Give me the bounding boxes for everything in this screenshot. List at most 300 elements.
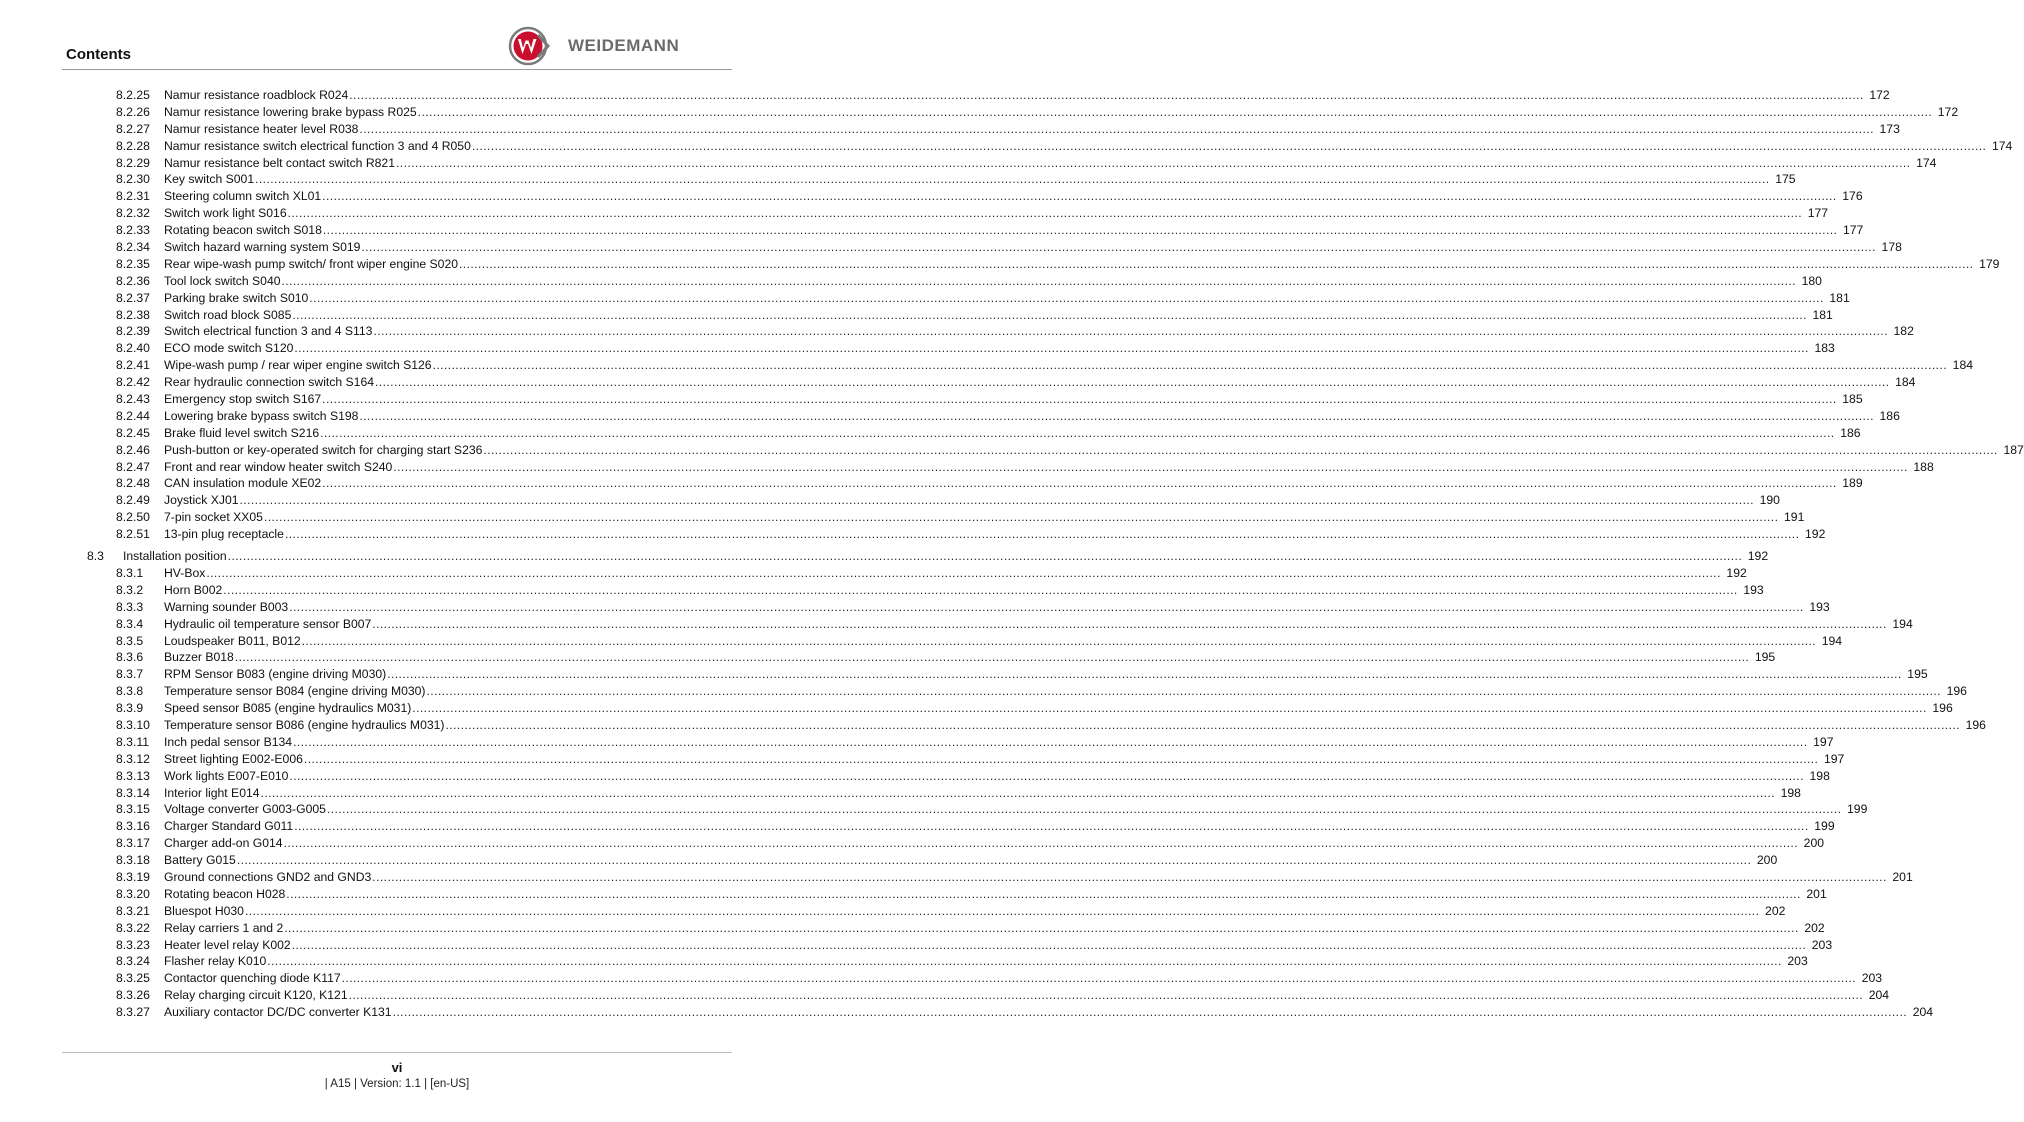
toc-dot-leader: ................................................................................................................................................................................................................................................................................................................................................................................................................ — [322, 476, 1837, 491]
toc-entry[interactable] — [0, 649, 1776, 666]
toc-entry-title: Street lighting E002-E006 — [164, 751, 303, 766]
toc-entry-page: 201 — [1892, 869, 1913, 884]
toc-dot-leader: ................................................................................................................................................................................................................................................................................................................................................................................................................ — [341, 971, 1857, 986]
toc-entry-line — [164, 138, 2013, 155]
toc-entry-page: 195 — [1907, 667, 1928, 682]
toc-entry[interactable] — [0, 970, 1883, 987]
toc-entry-number: 8.2.45 — [116, 425, 150, 440]
toc-dot-leader: ................................................................................................................................................................................................................................................................................................................................................................................................................ — [292, 307, 1807, 322]
toc-entry-number: 8.2.34 — [116, 240, 150, 255]
toc-dot-leader: ................................................................................................................................................................................................................................................................................................................................................................................................................ — [260, 785, 1775, 800]
toc-dot-leader: ................................................................................................................................................................................................................................................................................................................................................................................................................ — [372, 869, 1887, 884]
toc-entry-number: 8.3.1 — [116, 565, 144, 580]
toc-entry[interactable] — [0, 666, 1928, 683]
toc-entry[interactable] — [0, 492, 1780, 509]
document-version-info: | A15 | Version: 1.1 | [en-US] — [324, 1078, 470, 1090]
toc-dot-leader: ................................................................................................................................................................................................................................................................................................................................................................................................................ — [287, 206, 1803, 221]
toc-entry-line — [164, 582, 1764, 599]
toc-entry[interactable] — [0, 121, 1900, 138]
toc-entry-title: Namur resistance lowering brake bypass R025 — [164, 104, 417, 119]
toc-entry[interactable] — [0, 87, 1890, 104]
toc-entry[interactable] — [0, 920, 1825, 937]
toc-entry-title: Work lights E007-E010 — [164, 768, 289, 783]
toc-entry-number: 8.2.38 — [116, 307, 150, 322]
toc-entry-title: CAN insulation module XE02 — [164, 476, 322, 491]
weidemann-logo — [508, 26, 738, 66]
toc-entry-line — [164, 700, 1953, 717]
toc-entry-page: 187 — [2003, 442, 2024, 457]
toc-dot-leader: ................................................................................................................................................................................................................................................................................................................................................................................................................ — [286, 886, 1801, 901]
toc-dot-leader: ................................................................................................................................................................................................................................................................................................................................................................................................................ — [359, 121, 1874, 136]
toc-entry-number: 8.2.42 — [116, 375, 150, 390]
toc-entry-number: 8.3.13 — [116, 768, 150, 783]
toc-entry-line — [164, 188, 1863, 205]
toc-entry-page: 196 — [1965, 717, 1986, 732]
toc-entry-line — [164, 323, 1914, 340]
toc-entry-page: 192 — [1747, 549, 1769, 564]
toc-dot-leader: ................................................................................................................................................................................................................................................................................................................................................................................................................ — [284, 527, 1800, 542]
toc-entry[interactable] — [0, 937, 1833, 954]
toc-entry-line — [164, 734, 1834, 751]
toc-entry-title: Switch road block S085 — [164, 307, 292, 322]
toc-entry[interactable] — [0, 273, 1822, 290]
toc-entry-title: Rear wipe-wash pump switch/ front wiper engine S020 — [164, 256, 458, 271]
toc-entry-title: Interior light E014 — [164, 785, 260, 800]
toc-entry-number: 8.3.20 — [116, 886, 150, 901]
toc-entry-title: Rear hydraulic connection switch S164 — [164, 375, 375, 390]
toc-entry-title: Switch work light S016 — [164, 206, 287, 221]
toc-entry-title: Ground connections GND2 and GND3 — [164, 869, 372, 884]
toc-entry-title: Charger Standard G011 — [164, 819, 294, 834]
toc-entry[interactable] — [0, 239, 1902, 256]
toc-entry-number: 8.2.41 — [116, 358, 150, 373]
toc-entry-title: Emergency stop switch S167 — [164, 392, 322, 407]
toc-entry-page: 195 — [1754, 650, 1776, 665]
toc-entry-number: 8.2.36 — [116, 273, 150, 288]
toc-entry-page: 184 — [1952, 358, 1974, 373]
toc-entry-title: Temperature sensor B084 (engine driving M030) — [164, 684, 426, 699]
brand-name: WEIDEMANN — [568, 36, 680, 55]
toc-entry[interactable] — [0, 509, 1805, 526]
toc-entry-page: 175 — [1775, 172, 1796, 187]
toc-entry-title: Speed sensor B085 (engine hydraulics M031) — [164, 701, 412, 716]
toc-entry-line — [164, 683, 1967, 700]
toc-entry[interactable] — [0, 565, 1747, 582]
toc-entry-number: 8.3.16 — [116, 819, 150, 834]
toc-entry-page: 186 — [1840, 425, 1861, 440]
toc-entry-page: 190 — [1759, 493, 1780, 508]
toc-entry-line — [164, 987, 1890, 1004]
toc-entry[interactable] — [0, 323, 1914, 340]
toc-entry-line — [164, 1004, 1934, 1021]
toc-dot-leader: ................................................................................................................................................................................................................................................................................................................................................................................................................ — [267, 954, 1782, 969]
toc-entry[interactable] — [0, 768, 1830, 785]
toc-dot-leader: ................................................................................................................................................................................................................................................................................................................................................................................................................ — [236, 853, 1752, 868]
toc-entry-line — [164, 391, 1863, 408]
toc-entry[interactable] — [0, 987, 1890, 1004]
toc-entry[interactable] — [0, 548, 1769, 565]
toc-entry-number: 8.3.11 — [116, 734, 149, 749]
toc-entry-title: Relay charging circuit K120, K121 — [164, 988, 348, 1003]
toc-entry[interactable] — [0, 599, 1830, 616]
toc-dot-leader: ................................................................................................................................................................................................................................................................................................................................................................................................................ — [459, 256, 1974, 271]
toc-entry-number: 8.3.27 — [116, 1005, 150, 1020]
toc-entry-title: HV-Box — [164, 565, 206, 580]
toc-entry-line — [164, 121, 1900, 138]
toc-dot-leader: ................................................................................................................................................................................................................................................................................................................................................................................................................ — [294, 341, 1809, 356]
toc-entry-page: 189 — [1842, 476, 1863, 491]
toc-dot-leader: ................................................................................................................................................................................................................................................................................................................................................................................................................ — [281, 273, 1796, 288]
toc-entry-title: Namur resistance switch electrical function 3 and 4 R050 — [164, 138, 471, 153]
toc-entry-page: 174 — [1916, 155, 1937, 170]
toc-entry-number: 8.2.50 — [116, 510, 150, 525]
toc-entry-number: 8.2.29 — [116, 155, 150, 170]
toc-entry-number: 8.3.18 — [116, 853, 150, 868]
toc-entry-page: 203 — [1861, 971, 1883, 986]
toc-entry-page: 202 — [1804, 920, 1825, 935]
toc-dot-leader: ................................................................................................................................................................................................................................................................................................................................................................................................................ — [234, 650, 1750, 665]
toc-entry-page: 179 — [1979, 256, 2000, 271]
toc-entry-page: 203 — [1811, 937, 1833, 952]
toc-dot-leader: ................................................................................................................................................................................................................................................................................................................................................................................................................ — [349, 88, 1864, 102]
toc-entry[interactable] — [0, 785, 1801, 802]
toc-entry-number: 8.3.17 — [116, 836, 150, 851]
toc-entry[interactable] — [0, 683, 1967, 700]
footer-divider — [62, 1052, 732, 1053]
toc-dot-leader: ................................................................................................................................................................................................................................................................................................................................................................................................................ — [322, 189, 1837, 204]
toc-dot-leader: ................................................................................................................................................................................................................................................................................................................................................................................................................ — [412, 701, 1927, 716]
toc-entry-page: 204 — [1868, 988, 1890, 1003]
toc-entry-page: 197 — [1813, 734, 1834, 749]
toc-dot-leader: ................................................................................................................................................................................................................................................................................................................................................................................................................ — [483, 442, 1998, 457]
toc-entry-line — [164, 307, 1833, 324]
toc-entry[interactable] — [0, 835, 1825, 852]
toc-entry-title: Heater level relay K002 — [164, 937, 291, 952]
toc-dot-leader: ................................................................................................................................................................................................................................................................................................................................................................................................................ — [432, 358, 1948, 373]
toc-entry-line — [164, 953, 1808, 970]
toc-entry-number: 8.3.2 — [116, 582, 144, 597]
toc-entry[interactable] — [0, 852, 1778, 869]
toc-dot-leader: ................................................................................................................................................................................................................................................................................................................................................................................................................ — [206, 565, 1721, 580]
toc-entry-line — [164, 835, 1825, 852]
toc-dot-leader: ................................................................................................................................................................................................................................................................................................................................................................................................................ — [361, 240, 1876, 255]
toc-entry-title: Key switch S001 — [164, 172, 255, 187]
toc-entry-number: 8.2.33 — [116, 223, 150, 238]
toc-entry[interactable] — [0, 526, 1826, 543]
toc-entry[interactable] — [0, 886, 1827, 903]
toc-entry-number: 8.3.25 — [116, 971, 150, 986]
toc-entry-line — [164, 87, 1890, 104]
toc-entry-title: Namur resistance roadblock R024 — [164, 88, 349, 102]
toc-dot-leader: ................................................................................................................................................................................................................................................................................................................................................................................................................ — [284, 920, 1799, 935]
toc-entry-page: 191 — [1784, 510, 1805, 525]
toc-dot-leader: ................................................................................................................................................................................................................................................................................................................................................................................................................ — [375, 375, 1890, 390]
toc-entry-number: 8.2.46 — [116, 442, 150, 457]
toc-entry-title: Battery G015 — [164, 853, 236, 868]
toc-dot-leader: ................................................................................................................................................................................................................................................................................................................................................................................................................ — [320, 425, 1835, 440]
toc-entry-line — [164, 818, 1835, 835]
toc-entry[interactable] — [0, 459, 1934, 476]
toc-entry[interactable] — [0, 408, 1900, 425]
toc-entry-title: Brake fluid level switch S216 — [164, 425, 320, 440]
toc-entry-line — [164, 374, 1916, 391]
toc-entry-page: 180 — [1801, 273, 1822, 288]
toc-entry-page: 172 — [1869, 88, 1890, 102]
toc-dot-leader: ................................................................................................................................................................................................................................................................................................................................................................................................................ — [227, 549, 1743, 564]
toc-entry-title: Steering column switch XL01 — [164, 189, 322, 204]
toc-dot-leader: ................................................................................................................................................................................................................................................................................................................................................................................................................ — [289, 768, 1804, 783]
toc-dot-leader: ................................................................................................................................................................................................................................................................................................................................................................................................................ — [387, 667, 1902, 682]
toc-entry[interactable] — [0, 700, 1953, 717]
toc-entry-number: 8.3.19 — [116, 869, 150, 884]
toc-entry-page: 183 — [1814, 341, 1835, 356]
toc-entry[interactable] — [0, 582, 1764, 599]
toc-entry-page: 198 — [1780, 785, 1801, 800]
toc-entry-title: Charger add-on G014 — [164, 836, 283, 851]
toc-entry-line — [164, 459, 1934, 476]
toc-entry-title: Relay carriers 1 and 2 — [164, 920, 284, 935]
toc-entry-title: Auxiliary contactor DC/DC converter K131 — [164, 1005, 392, 1020]
toc-entry-number: 8.3.26 — [116, 988, 150, 1003]
toc-entry[interactable] — [0, 717, 1986, 734]
toc-entry-title: Tool lock switch S040 — [164, 273, 281, 288]
toc-entry-number: 8.3.6 — [116, 650, 144, 665]
toc-entry-title: Bluespot H030 — [164, 903, 244, 918]
toc-entry[interactable] — [0, 222, 1864, 239]
toc-entry-line — [164, 920, 1825, 937]
toc-entry-line — [164, 273, 1822, 290]
toc-entry[interactable] — [0, 818, 1835, 835]
toc-entry-title: ECO mode switch S120 — [164, 341, 294, 356]
toc-entry-line — [164, 565, 1747, 582]
toc-entry[interactable] — [0, 616, 1913, 633]
toc-entry-page: 194 — [1892, 616, 1913, 631]
toc-entry-number: 8.3.7 — [116, 667, 144, 682]
toc-entry[interactable] — [0, 734, 1834, 751]
toc-entry-number: 8.3.15 — [116, 802, 150, 817]
toc-entry[interactable] — [0, 869, 1913, 886]
toc-entry-page: 188 — [1913, 459, 1934, 474]
toc-entry-line — [164, 475, 1863, 492]
toc-entry-title: Horn B002 — [164, 582, 223, 597]
toc-entry-line — [164, 852, 1778, 869]
toc-entry[interactable] — [0, 903, 1786, 920]
toc-entry[interactable] — [0, 751, 1845, 768]
toc-entry[interactable] — [0, 256, 2000, 273]
toc-entry[interactable] — [0, 1004, 1934, 1021]
toc-dot-leader: ................................................................................................................................................................................................................................................................................................................................................................................................................ — [417, 104, 1933, 119]
toc-entry-line — [164, 290, 1850, 307]
toc-entry-page: 186 — [1879, 408, 1900, 423]
toc-entry-number: 8.2.31 — [116, 189, 150, 204]
toc-entry-title: Lowering brake bypass switch S198 — [164, 408, 359, 423]
toc-entry-number: 8.2.27 — [116, 121, 150, 136]
toc-dot-leader: ................................................................................................................................................................................................................................................................................................................................................................................................................ — [322, 223, 1838, 238]
toc-entry-number: 8.3.5 — [116, 633, 144, 648]
toc-entry-page: 196 — [1946, 684, 1967, 699]
toc-entry-number: 8.3.23 — [116, 937, 150, 952]
toc-dot-leader: ................................................................................................................................................................................................................................................................................................................................................................................................................ — [289, 599, 1804, 614]
toc-entry-title: Warning sounder B003 — [164, 599, 289, 614]
toc-entry[interactable] — [0, 953, 1808, 970]
toc-entry-number: 8.2.48 — [116, 476, 150, 491]
weidemann-logo-icon — [508, 26, 552, 66]
toc-entry[interactable] — [0, 188, 1863, 205]
toc-dot-leader: ................................................................................................................................................................................................................................................................................................................................................................................................................ — [283, 836, 1799, 851]
toc-entry[interactable] — [0, 357, 1974, 374]
toc-entry-number: 8.2.28 — [116, 138, 150, 153]
toc-entry-line — [164, 751, 1845, 768]
toc-entry-line — [164, 970, 1883, 987]
toc-entry-number: 8.2.47 — [116, 459, 150, 474]
toc-entry-number: 8.3.8 — [116, 684, 144, 699]
toc-entry[interactable] — [0, 155, 1937, 172]
toc-entry-title: Parking brake switch S010 — [164, 290, 309, 305]
toc-entry-page: 199 — [1847, 802, 1868, 817]
toc-entry[interactable] — [0, 340, 1835, 357]
toc-entry-line — [164, 104, 1959, 121]
toc-dot-leader: ................................................................................................................................................................................................................................................................................................................................................................................................................ — [326, 802, 1842, 817]
toc-entry-line — [164, 666, 1928, 683]
toc-entry-line — [164, 649, 1776, 666]
toc-entry-number: 8.3.10 — [116, 717, 150, 732]
toc-dot-leader: ................................................................................................................................................................................................................................................................................................................................................................................................................ — [426, 684, 1941, 699]
toc-dot-leader: ................................................................................................................................................................................................................................................................................................................................................................................................................ — [373, 324, 1888, 339]
toc-entry-line — [164, 768, 1830, 785]
toc-entry-line — [164, 633, 1843, 650]
toc-entry[interactable] — [0, 104, 1959, 121]
toc-entry-number: 8.3.14 — [116, 785, 150, 800]
toc-entry-line — [164, 357, 1974, 374]
toc-entry-title: Loudspeaker B011, B012 — [164, 633, 301, 648]
toc-entry-title: Namur resistance belt contact switch R821 — [164, 155, 395, 170]
toc-entry-line — [164, 937, 1833, 954]
toc-entry-number: 8.3.12 — [116, 751, 150, 766]
toc-entry-number: 8.2.39 — [116, 324, 150, 339]
toc-entry-line — [164, 408, 1900, 425]
toc-dot-leader: ................................................................................................................................................................................................................................................................................................................................................................................................................ — [393, 459, 1908, 474]
toc-entry-line — [164, 205, 1829, 222]
toc-entry-page: 197 — [1824, 751, 1845, 766]
toc-entry-page: 193 — [1743, 582, 1764, 597]
toc-entry-number: 8.3.9 — [116, 701, 144, 716]
toc-entry-title: Joystick XJ01 — [164, 493, 239, 508]
toc-entry-line — [164, 171, 1796, 188]
toc-entry[interactable] — [0, 171, 1796, 188]
toc-entry[interactable] — [0, 138, 2013, 155]
toc-entry[interactable] — [0, 801, 1868, 818]
toc-entry[interactable] — [0, 374, 1916, 391]
toc-entry-line — [164, 599, 1830, 616]
toc-entry-number: 8.2.43 — [116, 392, 150, 407]
toc-dot-leader: ................................................................................................................................................................................................................................................................................................................................................................................................................ — [471, 138, 1987, 153]
toc-entry[interactable] — [0, 391, 1863, 408]
toc-entry[interactable] — [0, 425, 1861, 442]
toc-entry-page: 201 — [1806, 886, 1827, 901]
toc-entry-page: 199 — [1814, 819, 1835, 834]
toc-entry-page: 178 — [1881, 240, 1902, 255]
toc-entry-page: 200 — [1756, 853, 1778, 868]
toc-entry-number: 8.2.26 — [116, 104, 150, 119]
toc-entry-number: 8.2.44 — [116, 408, 150, 423]
toc-entry-page: 182 — [1893, 324, 1914, 339]
toc-entry-line — [164, 886, 1827, 903]
toc-entry-page: 181 — [1829, 290, 1850, 305]
page-number: vi — [391, 1060, 403, 1075]
toc-entry-line — [164, 222, 1864, 239]
toc-entry[interactable] — [0, 290, 1850, 307]
toc-entry-title: RPM Sensor B083 (engine driving M030) — [164, 667, 387, 682]
toc-entry-line — [123, 548, 1769, 565]
toc-dot-leader: ................................................................................................................................................................................................................................................................................................................................................................................................................ — [445, 717, 1960, 732]
toc-entry-number: 8.2.40 — [116, 341, 150, 356]
toc-entry-title: Namur resistance heater level R038 — [164, 121, 359, 136]
toc-entry-line — [164, 869, 1913, 886]
toc-entry-title: Rotating beacon switch S018 — [164, 223, 322, 238]
toc-entry-title: Switch hazard warning system S019 — [164, 240, 361, 255]
toc-dot-leader: ................................................................................................................................................................................................................................................................................................................................................................................................................ — [239, 493, 1754, 508]
toc-entry-title: Inch pedal sensor B134 — [164, 734, 293, 749]
toc-entry-number: 8.3.4 — [116, 616, 144, 631]
toc-entry-line — [164, 509, 1805, 526]
toc-entry-page: 177 — [1807, 206, 1829, 221]
toc-entry-line — [164, 340, 1835, 357]
toc-entry-page: 172 — [1937, 104, 1959, 119]
toc-entry-title: Front and rear window heater switch S240 — [164, 459, 393, 474]
toc-entry-title: Rotating beacon H028 — [164, 886, 286, 901]
toc-entry-line — [164, 785, 1801, 802]
header-divider — [62, 69, 732, 70]
toc-dot-leader: ................................................................................................................................................................................................................................................................................................................................................................................................................ — [322, 392, 1837, 407]
toc-entry-title: 7-pin socket XX05 — [164, 510, 263, 525]
toc-entry-page: 203 — [1787, 954, 1808, 969]
toc-entry-page: 202 — [1765, 903, 1786, 918]
toc-entry-line — [164, 492, 1780, 509]
toc-entry-line — [164, 155, 1937, 172]
toc-entry[interactable] — [0, 307, 1833, 324]
toc-entry-title: Push-button or key-operated switch for charging start S236 — [164, 442, 483, 457]
toc-entry-page: 181 — [1812, 307, 1833, 322]
toc-entry[interactable] — [0, 442, 2024, 459]
table-of-contents — [0, 87, 2024, 1021]
toc-entry[interactable] — [0, 205, 1829, 222]
toc-dot-leader: ................................................................................................................................................................................................................................................................................................................................................................................................................ — [396, 155, 1911, 170]
toc-entry-line — [164, 425, 1861, 442]
toc-entry-number: 8.2.30 — [116, 172, 150, 187]
toc-entry-line — [164, 239, 1902, 256]
toc-entry-title: 13-pin plug receptacle — [164, 527, 284, 542]
toc-entry-page: 196 — [1932, 701, 1953, 716]
toc-dot-leader: ................................................................................................................................................................................................................................................................................................................................................................................................................ — [291, 937, 1807, 952]
toc-entry-number: 8.3 — [87, 549, 104, 564]
toc-entry-number: 8.2.51 — [116, 527, 150, 542]
toc-entry-number: 8.2.35 — [116, 256, 150, 271]
toc-entry-line — [164, 526, 1826, 543]
toc-entry-page: 192 — [1805, 527, 1826, 542]
toc-dot-leader: ................................................................................................................................................................................................................................................................................................................................................................................................................ — [223, 582, 1738, 597]
toc-entry[interactable] — [0, 633, 1843, 650]
toc-entry-number: 8.3.24 — [116, 954, 150, 969]
toc-dot-leader: ................................................................................................................................................................................................................................................................................................................................................................................................................ — [301, 633, 1817, 648]
toc-entry-number: 8.2.25 — [116, 88, 150, 102]
toc-entry-title: Installation position — [123, 549, 227, 564]
page-header-title: Contents — [66, 46, 131, 63]
toc-entry-title: Flasher relay K010 — [164, 954, 267, 969]
toc-entry-page: 204 — [1912, 1005, 1934, 1020]
toc-dot-leader: ................................................................................................................................................................................................................................................................................................................................................................................................................ — [294, 819, 1809, 834]
toc-entry[interactable] — [0, 475, 1863, 492]
toc-entry-page: 185 — [1842, 392, 1863, 407]
